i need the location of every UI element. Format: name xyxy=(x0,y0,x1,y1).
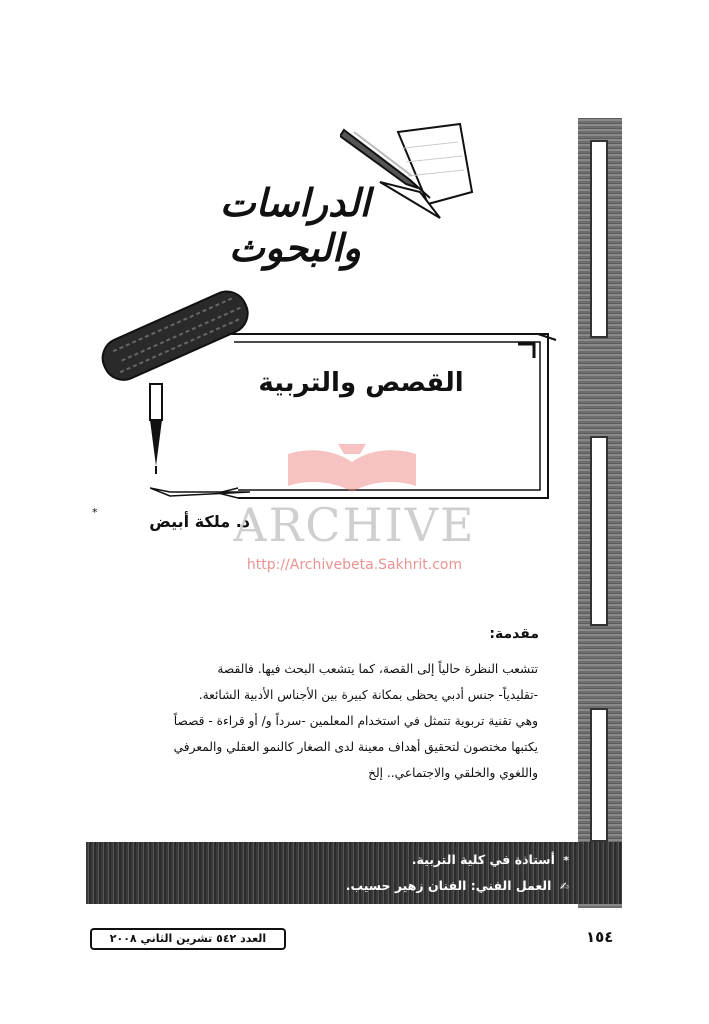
body-line: وهي تقنية تربوية تتمثل في استخدام المعلمين -سرداً و/ أو قراءة - قصصاً xyxy=(173,714,538,728)
author-footnote-mark: * xyxy=(92,506,98,519)
archive-logo-icon xyxy=(282,440,422,500)
body-line: -تقليدياً- جنس أدبي يحظى بمكانة كبيرة بين الأجناس الأدبية الشائعة. xyxy=(198,688,538,702)
strip-window-top xyxy=(590,140,608,338)
footnote-mark: * xyxy=(563,854,569,867)
section-title: الدراسات والبحوث xyxy=(219,180,371,270)
issue-info: العدد ٥٤٢ تشرين الثاني ٢٠٠٨ xyxy=(90,928,286,950)
author-name: د. ملكة أبيض xyxy=(149,512,250,531)
artwork-mark-icon: ✍ xyxy=(559,880,569,893)
watermark-text: ARCHIVE xyxy=(233,498,476,552)
strip-window-bottom xyxy=(590,708,608,842)
watermark-url: http://Archivebeta.Sakhrit.com xyxy=(246,557,463,573)
author-affiliation-note xyxy=(412,852,569,867)
body-line: يكتبها مختصون لتحقيق أهداف معينة لدى الصغار كالنمو العقلي والمعرفي xyxy=(173,740,538,754)
body-paragraph xyxy=(108,656,538,786)
introduction-heading: مقدمة: xyxy=(489,626,539,642)
body-line: تتشعب النظرة حالياً إلى القصة، كما يتشعب البحث فيها. فالقصة xyxy=(217,662,538,676)
article-title: القصص والتربية xyxy=(258,368,464,398)
artwork-credit-note xyxy=(346,878,569,893)
page-number: ١٥٤ xyxy=(586,928,614,946)
artwork-credit-text: العمل الفني: الفنان زهير حسيب. xyxy=(345,878,552,893)
body-line: واللغوي والخلقي والاجتماعي.. إلخ xyxy=(368,766,538,780)
author-affiliation-text: أستاذة في كلية التربية. xyxy=(411,852,555,867)
